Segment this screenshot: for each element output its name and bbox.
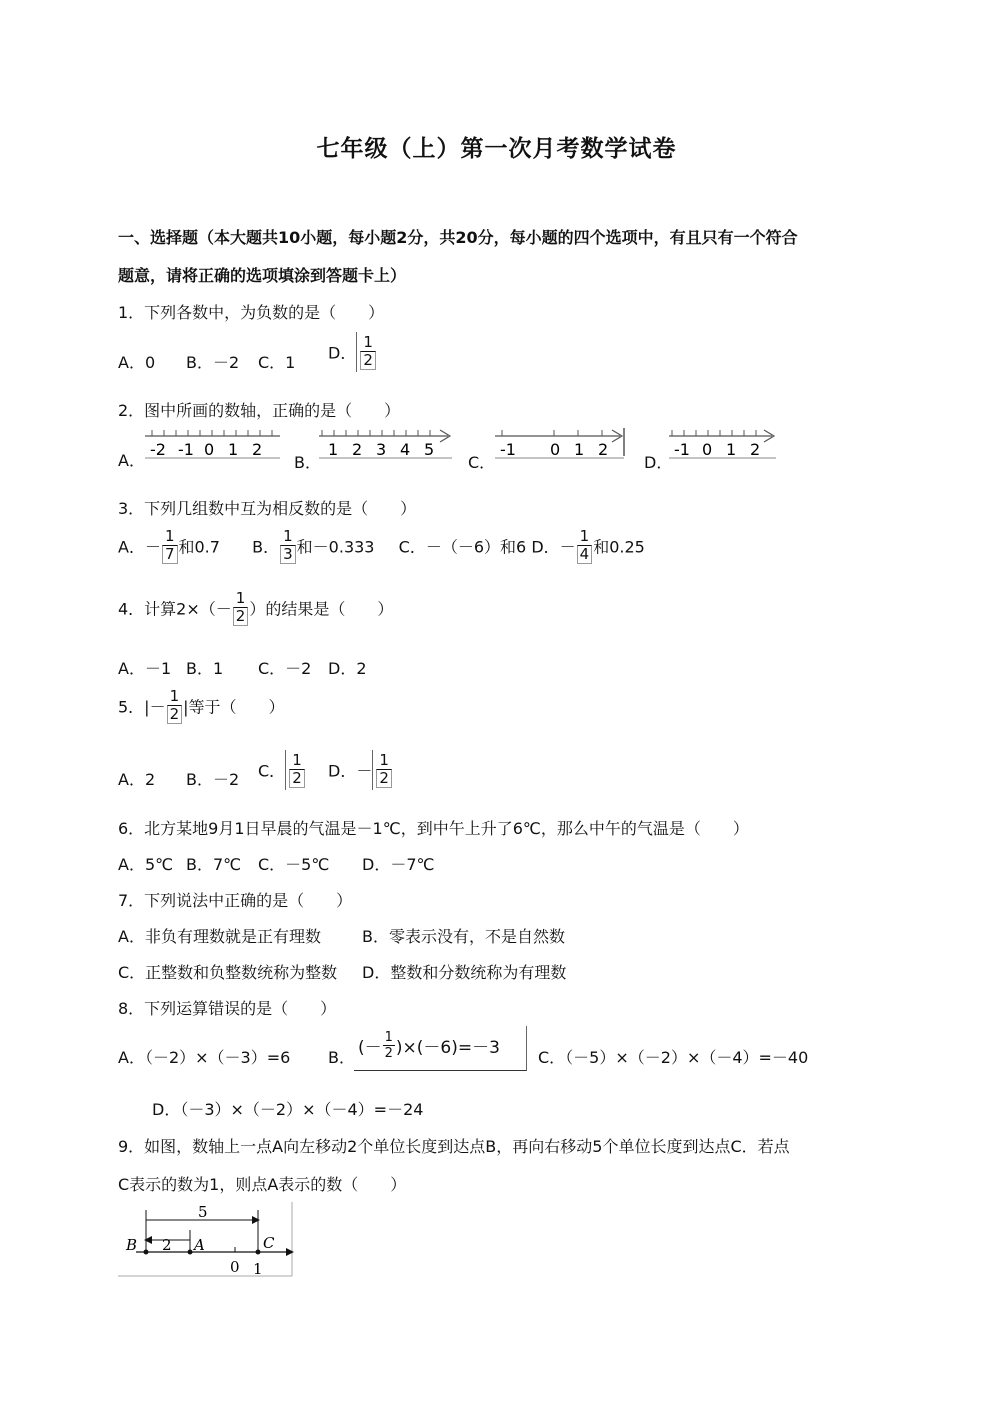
q1-option-d bbox=[328, 332, 377, 372]
q3-fraction-a bbox=[162, 528, 178, 564]
q3-fraction-b bbox=[280, 528, 296, 564]
q2-axis-c bbox=[492, 426, 632, 462]
q5-fraction bbox=[167, 688, 183, 724]
q7-stem: 7．下列说法中正确的是（ ） bbox=[118, 891, 353, 910]
q5-stem-post: |等于（ ） bbox=[183, 697, 285, 717]
q1-option-a: A．0 bbox=[118, 353, 156, 372]
q4-option-d: D．2 bbox=[328, 659, 367, 678]
q2-axis-b bbox=[316, 426, 456, 462]
numerator: 1 bbox=[579, 527, 590, 545]
q9-stem-line1: 9．如图，数轴上一点A向左移动2个单位长度到达点B，再向右移动5个单位长度到达点C．若点 bbox=[118, 1137, 790, 1156]
tick-zero: 0 bbox=[230, 1258, 240, 1276]
q6-option-c: C．－5℃ bbox=[258, 855, 330, 874]
tick-label: 1 bbox=[328, 440, 339, 459]
tick-label: 5 bbox=[424, 440, 435, 459]
numerator: 1 bbox=[379, 751, 389, 769]
q4-stem bbox=[118, 590, 393, 626]
q4-fraction bbox=[233, 590, 249, 626]
q2-option-b: B． bbox=[294, 453, 321, 472]
q4-option-a: A．－1 bbox=[118, 659, 172, 678]
numerator: 1 bbox=[164, 527, 175, 545]
q3-option-c: C．－（－6）和6 bbox=[398, 537, 527, 557]
q8-expr-post: )×(－6)=－3 bbox=[395, 1038, 500, 1058]
q3-option-a-label: A．－ bbox=[118, 537, 161, 557]
q8-stem: 8．下列运算错误的是（ ） bbox=[118, 999, 337, 1018]
denominator: 2 bbox=[289, 769, 305, 788]
numerator: 1 bbox=[235, 589, 246, 607]
numerator: 1 bbox=[384, 1030, 393, 1045]
q1-option-c: C．1 bbox=[258, 353, 296, 372]
q1-option-b: B．－2 bbox=[186, 353, 240, 372]
tick-label: 0 bbox=[702, 440, 713, 459]
tick-label: 2 bbox=[352, 440, 363, 459]
tick-label: 1 bbox=[574, 440, 585, 459]
page-title: 七年级（上）第一次月考数学试卷 bbox=[316, 136, 677, 162]
q4-option-b: B．1 bbox=[186, 659, 224, 678]
q8-fraction bbox=[383, 1030, 395, 1061]
tick-label: 2 bbox=[750, 440, 761, 459]
denominator: 3 bbox=[280, 545, 296, 564]
tick-label: 2 bbox=[252, 440, 263, 459]
numerator: 1 bbox=[363, 333, 373, 351]
tick-label: 1 bbox=[726, 440, 737, 459]
q2-option-d: D． bbox=[644, 453, 673, 472]
q4-stem-pre: 4．计算2×（－ bbox=[118, 599, 232, 619]
section-header-line1: 一、选择题（本大题共10小题，每小题2分，共20分，每小题的四个选项中，有且只有一个符合 bbox=[118, 228, 798, 247]
point-c-label: C bbox=[263, 1234, 275, 1252]
q9-stem-line2: C表示的数为1，则点A表示的数（ ） bbox=[118, 1175, 407, 1194]
q5-fraction-d bbox=[376, 752, 392, 788]
q5-option-c-label: C． bbox=[258, 761, 286, 781]
q2-option-c: C． bbox=[468, 453, 496, 472]
tick-label: 3 bbox=[376, 440, 387, 459]
q3-option-b-label: B． bbox=[252, 537, 280, 557]
fraction-bar bbox=[372, 750, 373, 790]
tick-one: 1 bbox=[253, 1260, 263, 1278]
q2-option-a: A． bbox=[118, 451, 145, 470]
q2-stem: 2．图中所画的数轴，正确的是（ ） bbox=[118, 401, 401, 420]
q1-option-d-label: D． bbox=[328, 343, 357, 363]
q3-option-b-text: 和－0.333 bbox=[296, 537, 375, 557]
q5-option-d bbox=[328, 750, 393, 790]
q3-options bbox=[118, 528, 645, 564]
q7-option-a: A．非负有理数就是正有理数 bbox=[118, 927, 321, 946]
q8-option-c: C．（－5）×（－2）×（－4）=－40 bbox=[538, 1048, 809, 1067]
numerator: 1 bbox=[283, 527, 293, 545]
q3-option-a-text: 和0.7 bbox=[178, 537, 220, 557]
point-b-label: B bbox=[126, 1236, 138, 1254]
tick-label: 0 bbox=[204, 440, 215, 459]
q2-axis-a bbox=[142, 426, 282, 462]
q1-fraction bbox=[360, 334, 376, 370]
q3-option-d-label: D．－ bbox=[531, 537, 576, 557]
label-five: 5 bbox=[198, 1203, 208, 1221]
denominator: 2 bbox=[376, 769, 392, 788]
q2-axis-d bbox=[666, 426, 778, 462]
tick-label: 4 bbox=[400, 440, 411, 459]
q7-option-c: C．正整数和负整数统称为整数 bbox=[118, 963, 338, 982]
q3-stem: 3．下列几组数中互为相反数的是（ ） bbox=[118, 499, 417, 518]
q5-option-a: A．2 bbox=[118, 770, 156, 789]
q6-option-a: A．5℃ bbox=[118, 855, 174, 874]
q5-fraction-c bbox=[289, 752, 305, 788]
tick-label: -1 bbox=[178, 440, 194, 459]
q4-option-c: C．－2 bbox=[258, 659, 312, 678]
q7-option-b: B．零表示没有，不是自然数 bbox=[362, 927, 565, 946]
tick-label: 2 bbox=[598, 440, 609, 459]
q8-option-b: B． bbox=[328, 1048, 355, 1067]
denominator: 2 bbox=[360, 351, 376, 370]
denominator: 2 bbox=[233, 607, 249, 626]
tick-label: -2 bbox=[150, 440, 166, 459]
q4-stem-post: ）的结果是（ ） bbox=[249, 599, 394, 619]
point-a-label: A bbox=[194, 1236, 205, 1254]
denominator: 4 bbox=[577, 545, 593, 564]
tick-label: -1 bbox=[674, 440, 690, 459]
q7-option-d: D．整数和分数统称为有理数 bbox=[362, 963, 567, 982]
fraction-bar bbox=[356, 332, 357, 372]
q3-fraction-d bbox=[577, 528, 593, 564]
tick-label: 1 bbox=[228, 440, 239, 459]
q6-stem: 6．北方某地9月1日早晨的气温是－1℃，到中午上升了6℃，那么中午的气温是（ ） bbox=[118, 819, 749, 838]
q8-option-d: D．（－3）×（－2）×（－4）=－24 bbox=[152, 1100, 424, 1119]
q5-stem-pre: 5．|－ bbox=[118, 697, 166, 717]
numerator: 1 bbox=[292, 751, 302, 769]
numerator: 1 bbox=[169, 687, 180, 705]
q3-option-d-text: 和0.25 bbox=[593, 537, 645, 557]
denominator: 2 bbox=[384, 1046, 393, 1061]
tick-label: 0 bbox=[550, 440, 561, 459]
label-two: 2 bbox=[162, 1236, 172, 1254]
q5-option-b: B．－2 bbox=[186, 770, 240, 789]
denominator: 7 bbox=[162, 545, 178, 564]
q8-option-a: A．（－2）×（－3）=6 bbox=[118, 1048, 291, 1067]
q1-stem: 1．下列各数中，为负数的是（ ） bbox=[118, 303, 385, 322]
q6-option-b: B．7℃ bbox=[186, 855, 242, 874]
q6-option-d: D．－7℃ bbox=[362, 855, 435, 874]
q5-option-c bbox=[258, 750, 306, 790]
fraction-bar bbox=[285, 750, 286, 790]
denominator: 2 bbox=[167, 705, 183, 724]
q5-stem bbox=[118, 688, 285, 724]
q8-expression-content bbox=[358, 1030, 500, 1061]
section-header-line2: 题意，请将正确的选项填涂到答题卡上） bbox=[118, 266, 407, 285]
q8-option-b-expression bbox=[354, 1026, 527, 1071]
q5-option-d-label: D．－ bbox=[328, 761, 373, 781]
q8-expr-pre: (－ bbox=[358, 1038, 382, 1058]
q9-number-line-figure bbox=[118, 1202, 294, 1278]
tick-label: -1 bbox=[500, 440, 516, 459]
